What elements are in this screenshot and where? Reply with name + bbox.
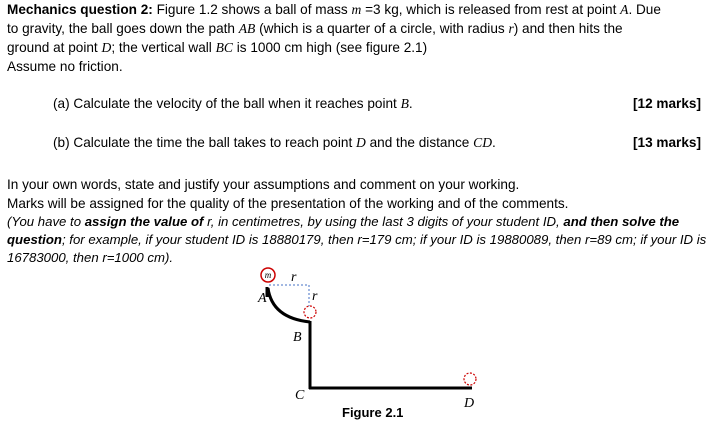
intro-line-1: Mechanics question 2: Figure 1.2 shows a ball of mass m =3 kg, which is released from rest at point A. Due bbox=[7, 2, 661, 17]
instructions-line-1: In your own words, state and justify your assumptions and comment on your working. bbox=[7, 177, 520, 192]
path-ab-arc bbox=[268, 288, 310, 322]
label-b: B bbox=[293, 330, 302, 345]
part-b-question: (b) Calculate the time the ball takes to reach point D and the distance CD. bbox=[53, 135, 496, 150]
question-title: Mechanics question 2: bbox=[7, 2, 153, 17]
label-r-top: r bbox=[291, 270, 297, 285]
part-b-marks: [13 marks] bbox=[632, 135, 701, 150]
instructions-line-2: Marks will be assigned for the quality of the presentation of the working and of the comments. bbox=[7, 196, 569, 211]
intro-line-4: Assume no friction. bbox=[7, 59, 123, 74]
label-a: A bbox=[258, 291, 267, 306]
student-id-note: (You have to assign the value of r, in centimetres, by using the last 3 digits of your student ID, and then solve the question; for example, if your student ID is 18880179, then r=179 cm; if your ID is 19880089, then r=89 cm; if your ID is 16783000, then r=1000 cm). bbox=[7, 214, 707, 265]
ball-mass-label: m bbox=[264, 270, 272, 280]
ball-b-icon bbox=[304, 306, 316, 318]
label-c: C bbox=[295, 388, 305, 403]
label-r-side: r bbox=[312, 289, 318, 304]
intro-line-2: to gravity, the ball goes down the path AB (which is a quarter of a circle, with radius r) and then hits the bbox=[7, 21, 623, 36]
part-a-question: (a) Calculate the velocity of the ball when it reaches point B. bbox=[53, 96, 413, 111]
figure-caption: Figure 2.1 bbox=[342, 405, 404, 420]
part-a-marks: [12 marks] bbox=[632, 96, 701, 111]
label-d: D bbox=[464, 396, 475, 411]
ball-d-icon bbox=[464, 373, 476, 385]
intro-line-3: ground at point D; the vertical wall BC is 1000 cm high (see figure 2.1) bbox=[7, 40, 428, 55]
